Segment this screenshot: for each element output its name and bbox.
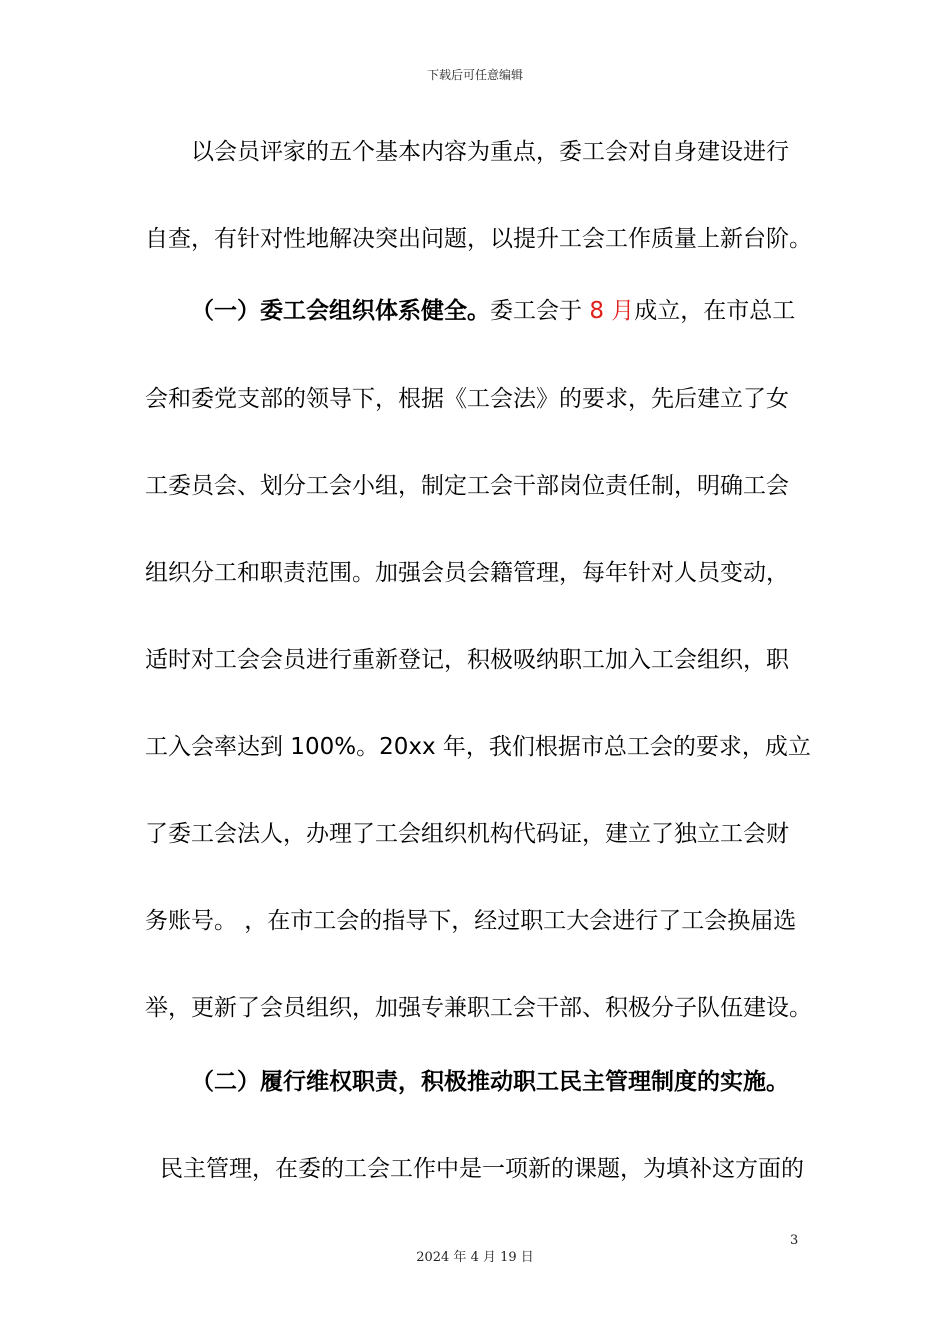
paragraph-line-2: 自查，有针对性地解决突出问题，以提升工会工作质量上新台阶。 bbox=[145, 226, 812, 252]
footer-date: 2024 年 4 月 19 日 bbox=[416, 1250, 534, 1265]
paragraph-line-11: 举，更新了会员组织，加强专兼职工会干部、积极分子队伍建设。 bbox=[145, 995, 812, 1021]
paragraph-line-8: 工入会率达到 100%。20xx 年，我们根据市总工会的要求，成立 bbox=[145, 734, 811, 760]
header-note: 下载后可任意编辑 bbox=[426, 68, 523, 82]
paragraph-line-9: 了委工会法人，办理了工会组织机构代码证，建立了独立工会财 bbox=[145, 821, 789, 847]
page-number: 3 bbox=[790, 1233, 799, 1248]
paragraph-line-13: 民主管理，在委的工会工作中是一项新的课题，为填补这方面的 bbox=[160, 1156, 804, 1182]
paragraph-line-5: 工委员会、划分工会小组，制定工会干部岗位责任制，明确工会 bbox=[145, 473, 789, 499]
section-one-text-b: 成立，在市总工 bbox=[634, 298, 796, 324]
paragraph-line-7: 适时对工会会员进行重新登记，积极吸纳职工加入工会组织，职 bbox=[145, 647, 789, 673]
paragraph-line-10: 务账号。 ，在市工会的指导下，经过职工大会进行了工会换届选 bbox=[145, 908, 797, 934]
paragraph-line-4: 会和委党支部的领导下，根据《工会法》的要求，先后建立了女 bbox=[145, 386, 789, 412]
section-one-heading: （一）委工会组织体系健全。 bbox=[191, 298, 490, 324]
section-one-highlight: 8 月 bbox=[589, 298, 635, 324]
section-one-line bbox=[191, 296, 871, 326]
section-two-heading: （二）履行维权职责，积极推动职工民主管理制度的实施。 bbox=[191, 1069, 789, 1095]
paragraph-line-1: 以会员评家的五个基本内容为重点，委工会对自身建设进行 bbox=[191, 139, 789, 165]
section-one-text-a: 委工会于 bbox=[490, 298, 590, 324]
paragraph-line-6: 组织分工和职责范围。加强会员会籍管理，每年针对人员变动， bbox=[145, 560, 789, 586]
